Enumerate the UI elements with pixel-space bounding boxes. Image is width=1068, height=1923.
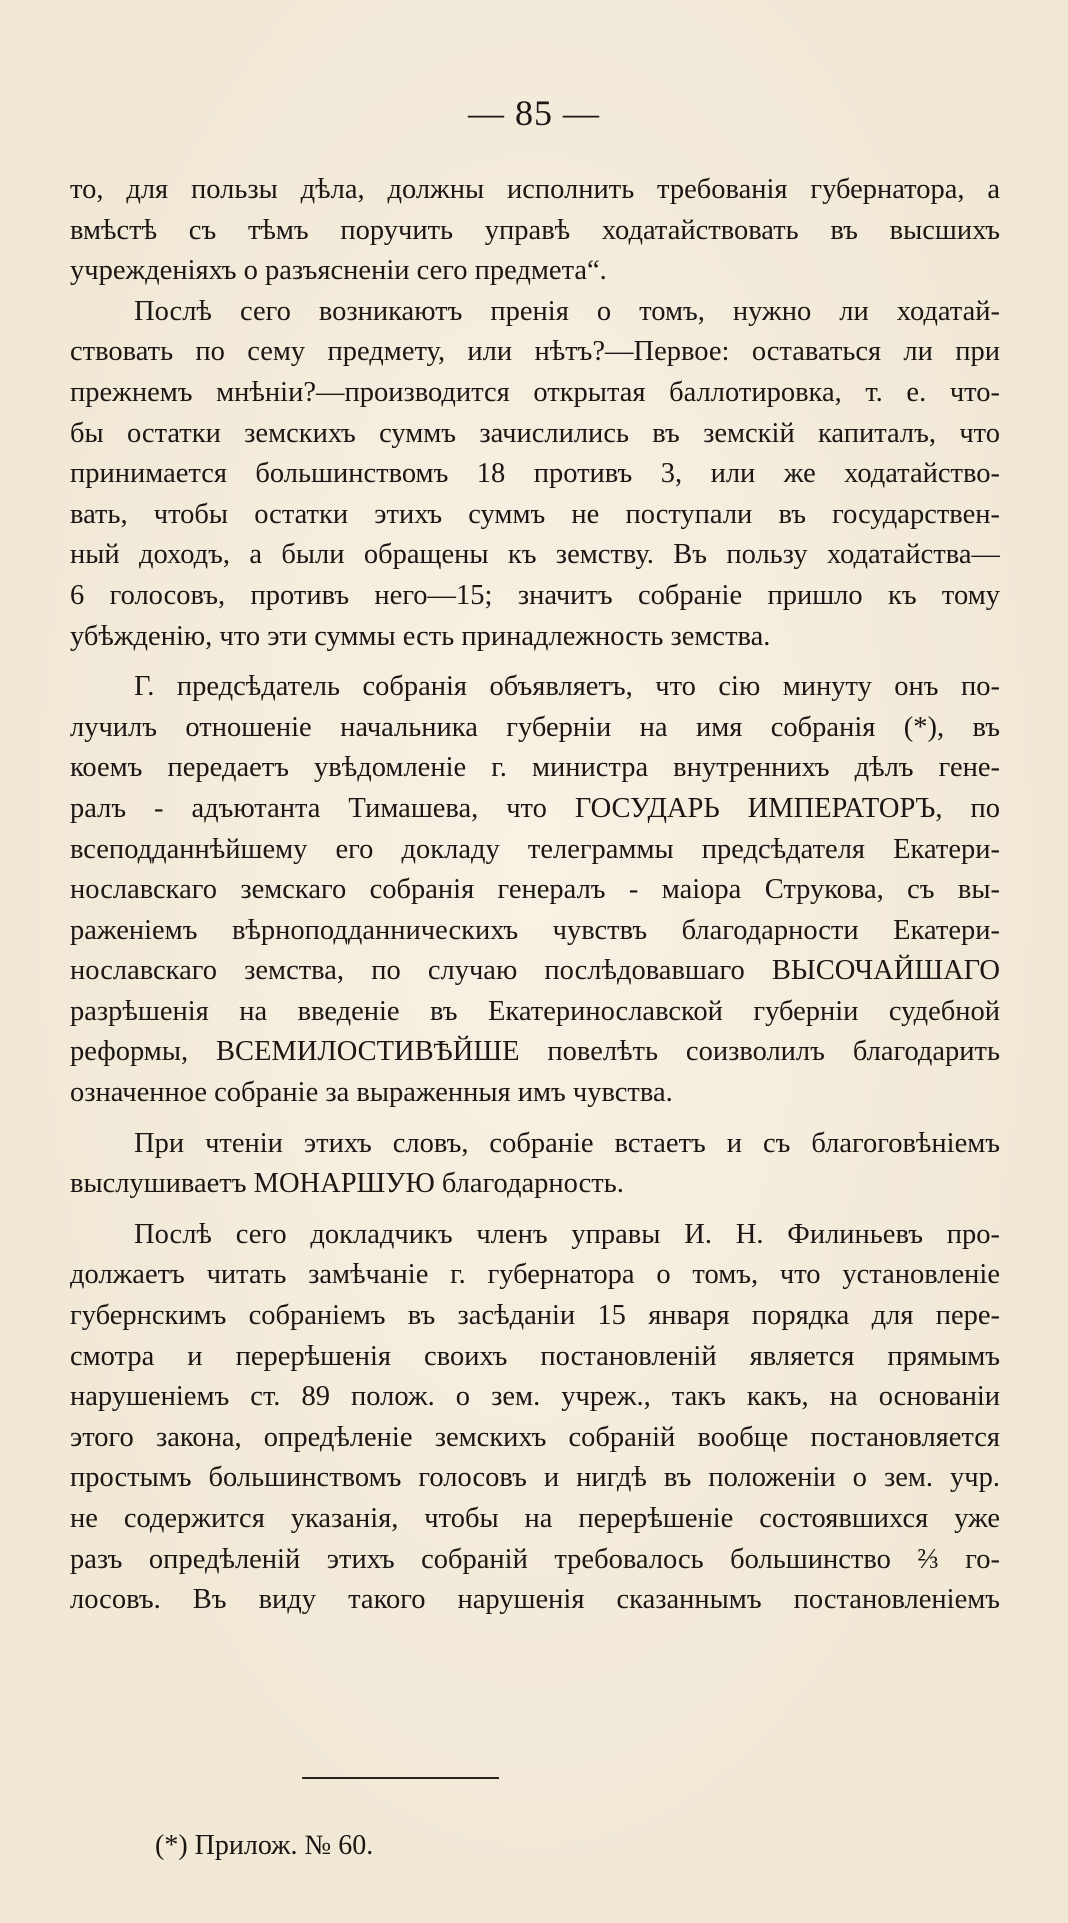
page-number: — 85 — [468, 93, 600, 133]
text-line: учрежденіяхъ о разъясненіи сего предмета“. [70, 255, 607, 287]
text-line: коемъ передаетъ увѣдомленіе г. министра внутреннихъ дѣлъ гене- [70, 752, 1000, 784]
text-line: принимается большинствомъ 18 противъ 3, или же ходатайство- [70, 458, 1000, 490]
text-line: не содержится указанія, чтобы на перерѣшеніе состоявшихся уже [70, 1503, 1000, 1534]
text-line: При чтеніи этихъ словъ, собраніе встаетъ и съ благоговѣніемъ [134, 1127, 1000, 1159]
text-line: этого закона, опредѣленіе земскихъ собраній вообще постановляется [70, 1421, 1000, 1453]
text-line: нарушеніемъ ст. 89 полож. о зем. учреж., такъ какъ, на основаніи [70, 1381, 1000, 1413]
text-line: лучилъ отношеніе начальника губерніи на имя собранія (*), въ [70, 711, 1000, 743]
text-line: означенное собраніе за выраженныя имъ чувства. [70, 1077, 673, 1109]
text-line: убѣжденію, что эти суммы есть принадлежность земства. [70, 620, 771, 652]
text-line: Послѣ сего докладчикъ членъ управы И. Н. Филиньевъ про- [134, 1218, 1000, 1250]
text-line: простымъ большинствомъ голосовъ и нигдѣ въ положеніи о зем. учр. [70, 1462, 1000, 1494]
text-line: нославскаго земскаго собранія генералъ - маіора Струкова, съ вы- [70, 874, 1000, 906]
text-line: вать, чтобы остатки этихъ суммъ не поступали въ государствен- [70, 498, 1000, 530]
text-line: разрѣшенія на введеніе въ Екатеринославской губерніи судебной [70, 995, 1000, 1027]
text-line: губернскимъ собраніемъ въ засѣданіи 15 января порядка для пере- [70, 1300, 1000, 1332]
text-line: бы остатки земскихъ суммъ зачислились въ земскій капиталъ, что [70, 417, 1000, 449]
text-line: ный доходъ, а были обращены къ земству. Въ пользу ходатайства— [70, 539, 1000, 571]
text-line: то, для пользы дѣла, должны исполнить требованія губернатора, а [70, 174, 1000, 205]
text-line: прежнемъ мнѣніи?—производится открытая баллотировка, т. е. что- [70, 376, 1000, 408]
footnote-divider [302, 1777, 499, 1779]
text-line: разъ опредѣленій этихъ собраній требовалось большинство ⅔ го- [70, 1543, 1000, 1575]
main-text [70, 170, 1000, 1621]
text-line: ралъ - адъютанта Тимашева, что ГОСУДАРЬ ИМПЕРАТОРЪ, по [70, 792, 1000, 824]
text-line: Послѣ сего возникаютъ пренія о томъ, нужно ли ходатай- [134, 295, 1000, 327]
text-line: Г. предсѣдатель собранія объявляетъ, что сію минуту онъ по- [134, 671, 1000, 703]
text-line: ствовать по сему предмету, или нѣтъ?—Первое: оставаться ли при [70, 336, 1000, 368]
text-line: выслушиваетъ МОНАРШУЮ благодарность. [70, 1168, 624, 1200]
text-line: нославскаго земства, по случаю послѣдовавшаго ВЫСОЧАЙШАГО [70, 955, 1000, 987]
text-line: лосовъ. Въ виду такого нарушенія сказаннымъ постановленіемъ [70, 1584, 1000, 1616]
paragraph-gap [70, 657, 1000, 667]
text-line: смотра и перерѣшенія своихъ постановленій является прямымъ [70, 1340, 1000, 1372]
footnote: (*) Прилож. № 60. [155, 1830, 374, 1861]
text-line: реформы, ВСЕМИЛОСТИВѢЙШЕ повелѣть соизволилъ благодарить [70, 1036, 1000, 1068]
text-line: вмѣстѣ съ тѣмъ поручить управѣ ходатайствовать въ высшихъ [70, 214, 1000, 246]
text-line: 6 голосовъ, противъ него—15; значитъ собраніе пришло къ тому [70, 579, 1000, 611]
paragraph-gap [70, 1114, 1000, 1124]
text-line: раженіемъ вѣрноподданническихъ чувствъ благодарности Екатери- [70, 914, 1000, 946]
text-line: должаетъ читать замѣчаніе г. губернатора о томъ, что установленіе [70, 1259, 1000, 1291]
paragraph-gap [70, 1205, 1000, 1215]
text-line: всеподданнѣйшему его докладу телеграммы предсѣдателя Екатери- [70, 833, 1000, 865]
